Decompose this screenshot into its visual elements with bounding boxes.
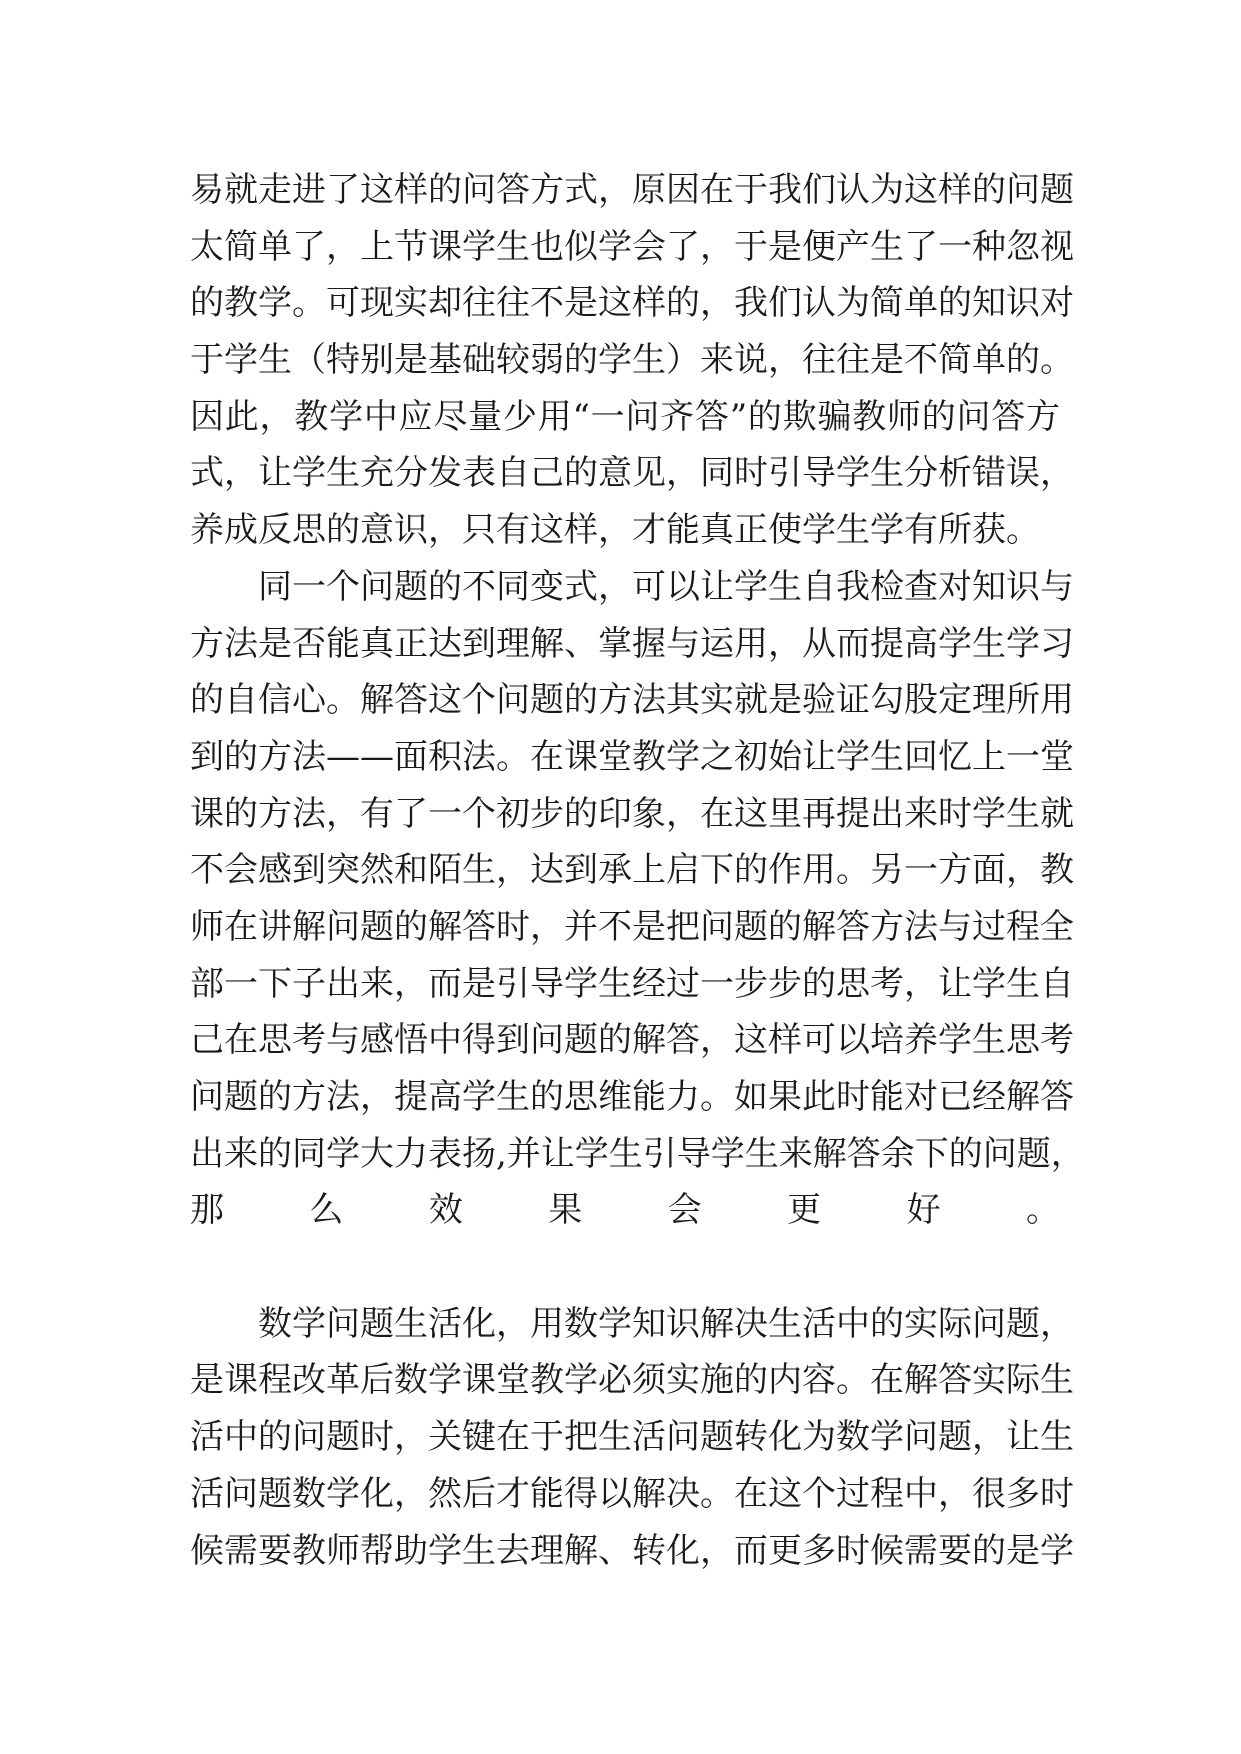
paragraph-line: 于学生（特别是基础较弱的学生）来说，往往是不简单的。: [190, 340, 1074, 381]
paragraph-line: 因此，教学中应尽量少用“一问齐答”的欺骗教师的问答方: [190, 396, 1060, 437]
paragraph-line: 候需要教师帮助学生去理解、转化，而更多时候需要的是学: [190, 1530, 1074, 1571]
paragraph-line: 到的方法——面积法。在课堂教学之初始让学生回忆上一堂: [190, 736, 1074, 777]
paragraph-line: 部一下子出来，而是引导学生经过一步步的思考，让学生自: [190, 963, 1074, 1004]
paragraph-line: 方法是否能真正达到理解、掌握与运用，从而提高学生学习: [190, 623, 1074, 664]
text-body: [190, 162, 1085, 1579]
paragraph-line: 易就走进了这样的问答方式，原因在于我们认为这样的问题: [190, 170, 1074, 210]
paragraph-line: 太简单了，上节课学生也似学会了，于是便产生了一种忽视: [190, 226, 1074, 267]
paragraph-line: [190, 1239, 1060, 1296]
paragraph-line: 是课程改革后数学课堂教学必须实施的内容。在解答实际生: [190, 1360, 1074, 1401]
paragraph-line: 那么效果会更好。: [190, 1190, 1060, 1231]
paragraph-line: 课的方法，有了一个初步的印象，在这里再提出来时学生就: [190, 793, 1074, 834]
paragraph-line: 问题的方法，提高学生的思维能力。如果此时能对已经解答: [190, 1077, 1074, 1117]
paragraph-line: 活问题数学化，然后才能得以解决。在这个过程中，很多时: [190, 1473, 1074, 1514]
paragraph-line: 同一个问题的不同变式，可以让学生自我检查对知识与: [190, 566, 1074, 607]
paragraph-line: 的教学。可现实却往往不是这样的，我们认为简单的知识对: [190, 283, 1074, 324]
paragraph-line: 出来的同学大力表扬,并让学生引导学生来解答余下的问题，: [190, 1133, 1085, 1174]
paragraph-line: 养成反思的意识，只有这样，才能真正使学生学有所获。: [190, 510, 1040, 551]
paragraph-line: 活中的问题时，关键在于把生活问题转化为数学问题，让生: [190, 1417, 1074, 1458]
paragraph-line: 己在思考与感悟中得到问题的解答，这样可以培养学生思考: [190, 1020, 1074, 1061]
paragraph-line: 数学问题生活化，用数学知识解决生活中的实际问题，: [190, 1303, 1074, 1344]
paragraph-line: 不会感到突然和陌生，达到承上启下的作用。另一方面，教: [190, 850, 1074, 891]
paragraph-line: 的自信心。解答这个问题的方法其实就是验证勾股定理所用: [190, 680, 1074, 721]
paragraph-line: 式，让学生充分发表自己的意见，同时引导学生分析错误，: [190, 453, 1074, 494]
paragraph-line: 师在讲解问题的解答时，并不是把问题的解答方法与过程全: [190, 906, 1074, 947]
